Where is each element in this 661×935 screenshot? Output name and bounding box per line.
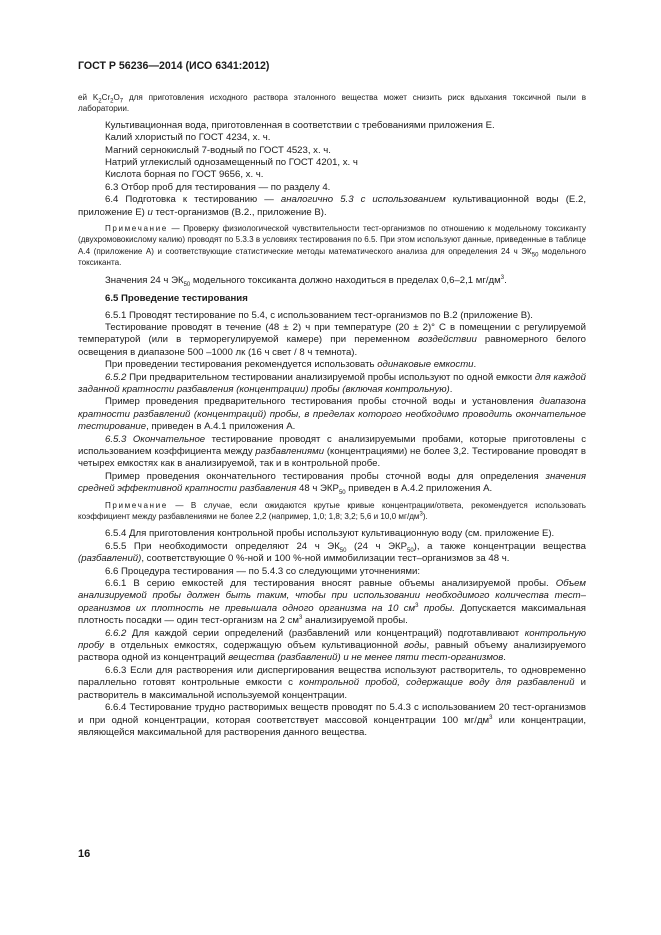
reagent-item: Магний сернокислый 7-водный по ГОСТ 4523, х. ч. (105, 144, 331, 156)
paragraph: 6.5.5 При необходимости определяют 24 ч $ЭК_{50}$ (24 ч $ЭКР_{50}$), а также концентрации вещества (разбавлений), соответствующие 0 %-ной и 100 %-ной иммобилизации тест–организмов за 48 ч. (78, 540, 586, 565)
paragraph: 6.5.3 Окончательное тестирование проводят с анализируемыми пробами, которые приготовлены с использованием коэффициента между разбавлениями (концентрациями) не более 3,2. Тестирование проводят в четырех емкостях как в анализируемой, так и в контрольной пробе. (78, 433, 586, 470)
paragraph: Значения 24 ч $ЭК_{50}$ модельного токсиканта должно находиться в пределах 0,6–2,1 $мг/дм^3$. (105, 274, 507, 288)
document-body (78, 92, 586, 739)
paragraph: ей $K_2Cr_2O_7$ для приготовления исходного раствора эталонного вещества может снизить риск вдыхания токсичной пыли в лаборатории. (78, 93, 587, 114)
paragraph: При проведении тестирования рекомендуется использовать одинаковые емкости. (105, 359, 477, 371)
paragraph: 6.6.4 Тестирование трудно растворимых веществ проводят по 5.4.3 с использованием 20 тест-организмов и при одной концентрации, которая соответствует массовой концентрации 100 $мг/дм^3$ или концентрации, являющейся максимальной для растворения данного вещества. (78, 702, 586, 738)
paragraph: 6.5.1 Проводят тестирование по 5.4, с использованием тест-организмов по В.2 (приложение В). (105, 309, 533, 321)
reagent-item: Культивационная вода, приготовленная в соответствии с требованиями приложения Е. (105, 119, 495, 131)
paragraph: 6.4 Подготовка к тестированию — аналогично 5.3 с использованием культивационной воды (Е.2, приложение Е) и тест-организмов (В.2., приложение В). (78, 194, 586, 218)
section-heading: 6.5 Проведение тестирования (105, 293, 248, 305)
reagent-item: Натрий углекислый однозамещенный по ГОСТ 4201, х. ч (105, 157, 358, 169)
paragraph: 6.6.1 В серию емкостей для тестирования вносят равные объемы анализируемой пробы. Объем анализируемой пробы должен быть таким, чтобы при использовании необходимого количества тест–организмов их плотность не превышала одного организма на 10 $см^3$ пробы. Допускается максимальная плотность посадки — один тест-организм на 2 $см^3$ анализируемой пробы. (78, 578, 586, 627)
paragraph: 6.6.3 Если для растворения или диспергирования вещества используют растворитель, то одновременно параллельно готовят контрольные емкости с контрольной пробой, содержащие воду для разбавлений и растворитель в максимальной используемой концентрации. (78, 664, 587, 701)
page-number: 16 (78, 848, 91, 860)
reagent-item: Калий хлористый по ГОСТ 4234, х. ч. (105, 132, 271, 144)
paragraph: Пример проведения окончательного тестирования пробы сточной воды для определения значения средней эффективной кратности разбавления 48 ч $ЭКР_{50}$ приведен в А.4.2 приложения А. (78, 470, 586, 497)
note: Примечание — Проверку физиологической чувствительности тест-организмов по отношению к модельному токсиканту (двухромовокислому калию) проводят по 5.3.3 в условиях тестирования по 6.5. При этом используют данные, приведенные в таблице А.4 (приложение А) и соответствующие статистические методы математического анализа для определения 24 ч $ЭК_{50}$ модельного токсиканта. (78, 224, 586, 268)
reagent-item: Кислота борная по ГОСТ 9656, х. ч. (105, 169, 264, 181)
paragraph: 6.6.2 Для каждой серии определений (разбавлений или концентраций) подготавливают контрольную пробу в отдельных емкостях, содержащую объем культивационной воды, равный объему анализируемого раствора одной из концентраций вещества (разбавлений) и не менее пяти тест-организмов. (78, 627, 586, 664)
paragraph: Пример проведения предварительного тестирования пробы сточной воды и установления диапазона кратности разбавлений (концентраций) пробы, в пределах которого необходимо проводить окончательное тестирование, приведен в А.4.1 приложения А. (78, 396, 586, 433)
paragraph: 6.6 Процедура тестирования — по 5.4.3 со следующими уточнениями: (105, 565, 421, 577)
note: Примечание — В случае, если ожидаются крутые кривые концентрации/ответа, рекомендуется использовать коэффициент между разбавлениями не более 2,2 (например, 1,0; 1,8; 3,2; 5,6 и 10,0 $мг/дм^3$). (78, 500, 586, 521)
document-header: ГОСТ Р 56236—2014 (ИСО 6341:2012) (78, 60, 270, 72)
paragraph: 6.5.2 При предварительном тестировании анализируемой пробы используют по одной емкости для каждой заданной кратности разбавления (концентрации) пробы (включая контрольную). (78, 371, 587, 395)
paragraph: Тестирование проводят в течение (48 ± 2) ч при температуре (20 ± 2)° С в помещении с регулируемой температурой (или в терморегулируемой камере) при переменном воздействии равномерного белого освещения в диапазоне 500 –1000 лк (16 ч свет / 8 ч темнота). (78, 321, 587, 358)
paragraph: 6.3 Отбор проб для тестирования — по разделу 4. (105, 181, 331, 193)
paragraph: 6.5.4 Для приготовления контрольной пробы используют культивационную воду (см. приложение Е). (105, 528, 555, 540)
